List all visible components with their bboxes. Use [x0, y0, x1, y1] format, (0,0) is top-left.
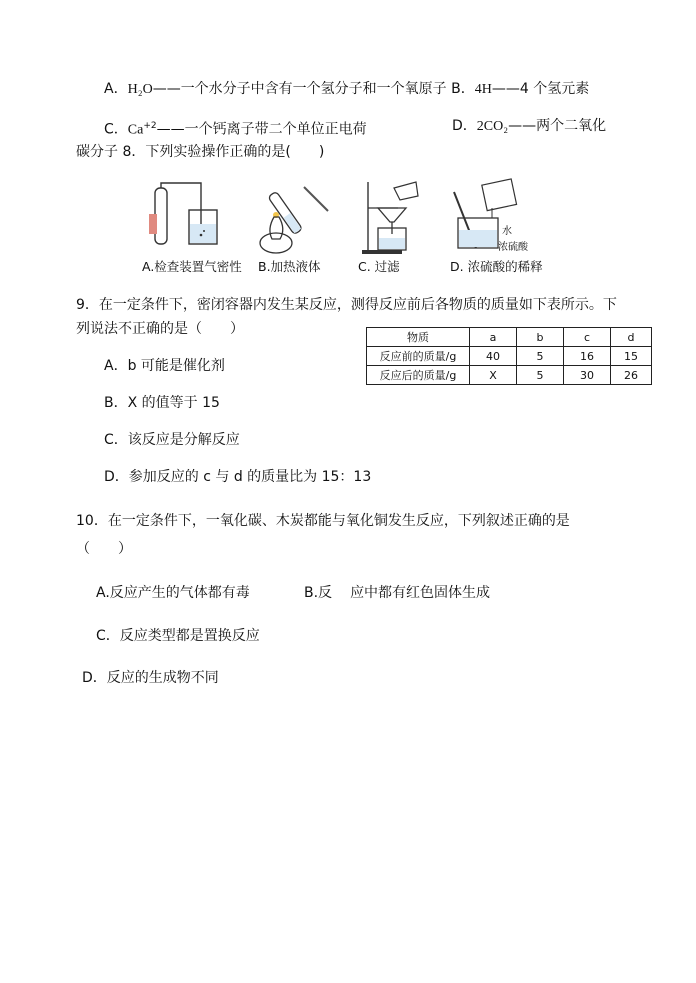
- q9-option-c: C．该反应是分解反应: [104, 432, 240, 448]
- q7-option-b-text: ——4 个氢元素: [491, 81, 590, 97]
- q7-option-b-formula: 4H: [474, 82, 492, 97]
- table-cell: 15: [611, 347, 652, 366]
- q9-mass-table: [366, 327, 652, 385]
- table-cell: 30: [564, 366, 611, 385]
- table-header-cell: c: [564, 328, 611, 347]
- table-cell: 5: [517, 347, 564, 366]
- q7-option-d-formula: 2CO₂: [476, 119, 509, 134]
- q8-figure-c-filtration: [358, 178, 428, 258]
- q8-figure-b-heating-liquid: [252, 177, 332, 257]
- table-cell: 40: [470, 347, 517, 366]
- q7-option-c-text: ——一个钙离子带二个单位正电荷: [156, 121, 367, 138]
- q8-caption-d: D. 浓硫酸的稀释: [450, 259, 543, 274]
- q9-option-d: D．参加反应的 c 与 d 的质量比为 15：13: [104, 469, 372, 485]
- q7-option-c-line: [104, 117, 367, 140]
- q7-option-a-prefix: A．: [104, 81, 128, 97]
- table-cell: 5: [517, 366, 564, 385]
- q7-q8-line: [76, 143, 324, 161]
- q7-option-d-prefix: D．: [452, 118, 477, 134]
- q8-figure-a-airtightness: [143, 180, 223, 256]
- q9-stem-line-2: 列说法不正确的是（ ）: [76, 321, 244, 337]
- q10-option-c: C．反应类型都是置换反应: [96, 628, 260, 644]
- q7-option-b-prefix: B．: [451, 81, 475, 97]
- q10-option-a: A.反应产生的气体都有毒: [96, 585, 250, 601]
- q8-stem: 8．下列实验操作正确的是( ): [122, 144, 325, 160]
- q9-option-a: A．b 可能是催化剂: [104, 358, 225, 374]
- q7-option-d-text: ——两个二氧化: [508, 118, 607, 134]
- q8-caption-c: C. 过滤: [358, 259, 400, 274]
- q8-label-water: 水: [502, 226, 512, 237]
- q7-option-c-prefix: C．: [104, 121, 128, 138]
- table-header-row: [367, 328, 652, 347]
- table-header-cell: b: [517, 328, 564, 347]
- q10-option-b: [304, 584, 490, 602]
- q10-stem-line-1: 10．在一定条件下，一氧化碳、木炭都能与氧化铜发生反应，下列叙述正确的是: [76, 513, 570, 529]
- q8-caption-b: B.加热液体: [258, 259, 321, 274]
- q9-option-b: B．X 的值等于 15: [104, 395, 220, 411]
- q7-option-a-b-line: [104, 80, 589, 99]
- table-header-cell: a: [470, 328, 517, 347]
- q7-option-a-text: ——一个水分子中含有一个氢分子和一个氧原子: [152, 81, 447, 97]
- table-row: [367, 366, 652, 385]
- q7-option-a-formula: H₂O: [127, 82, 153, 97]
- table-row: [367, 347, 652, 366]
- q7-option-d-line: [452, 117, 606, 136]
- q8-label-acid: 浓硫酸: [498, 242, 528, 253]
- q7-option-d-continuation: 碳分子: [76, 144, 118, 160]
- table-header-cell: d: [611, 328, 652, 347]
- table-header-cell: 物质: [367, 328, 470, 347]
- q8-caption-a: A.检查装置气密性: [142, 259, 242, 274]
- q7-option-c-charge: +2: [143, 121, 157, 131]
- q10-option-b-part2: 应中都有红色固体生成: [350, 585, 491, 601]
- q10-option-d: D．反应的生成物不同: [82, 670, 219, 686]
- table-cell: X: [470, 366, 517, 385]
- table-cell: 反应前的质量/g: [367, 347, 470, 366]
- q7-option-c-ion: Ca: [127, 122, 144, 138]
- table-cell: 26: [611, 366, 652, 385]
- q9-stem-line-1: 9．在一定条件下，密闭容器内发生某反应，测得反应前后各物质的质量如下表所示。下: [76, 297, 617, 313]
- table-cell: 16: [564, 347, 611, 366]
- q10-stem-line-2: （ ）: [76, 541, 132, 557]
- table-cell: 反应后的质量/g: [367, 366, 470, 385]
- q10-option-b-part1: B.反: [304, 585, 333, 601]
